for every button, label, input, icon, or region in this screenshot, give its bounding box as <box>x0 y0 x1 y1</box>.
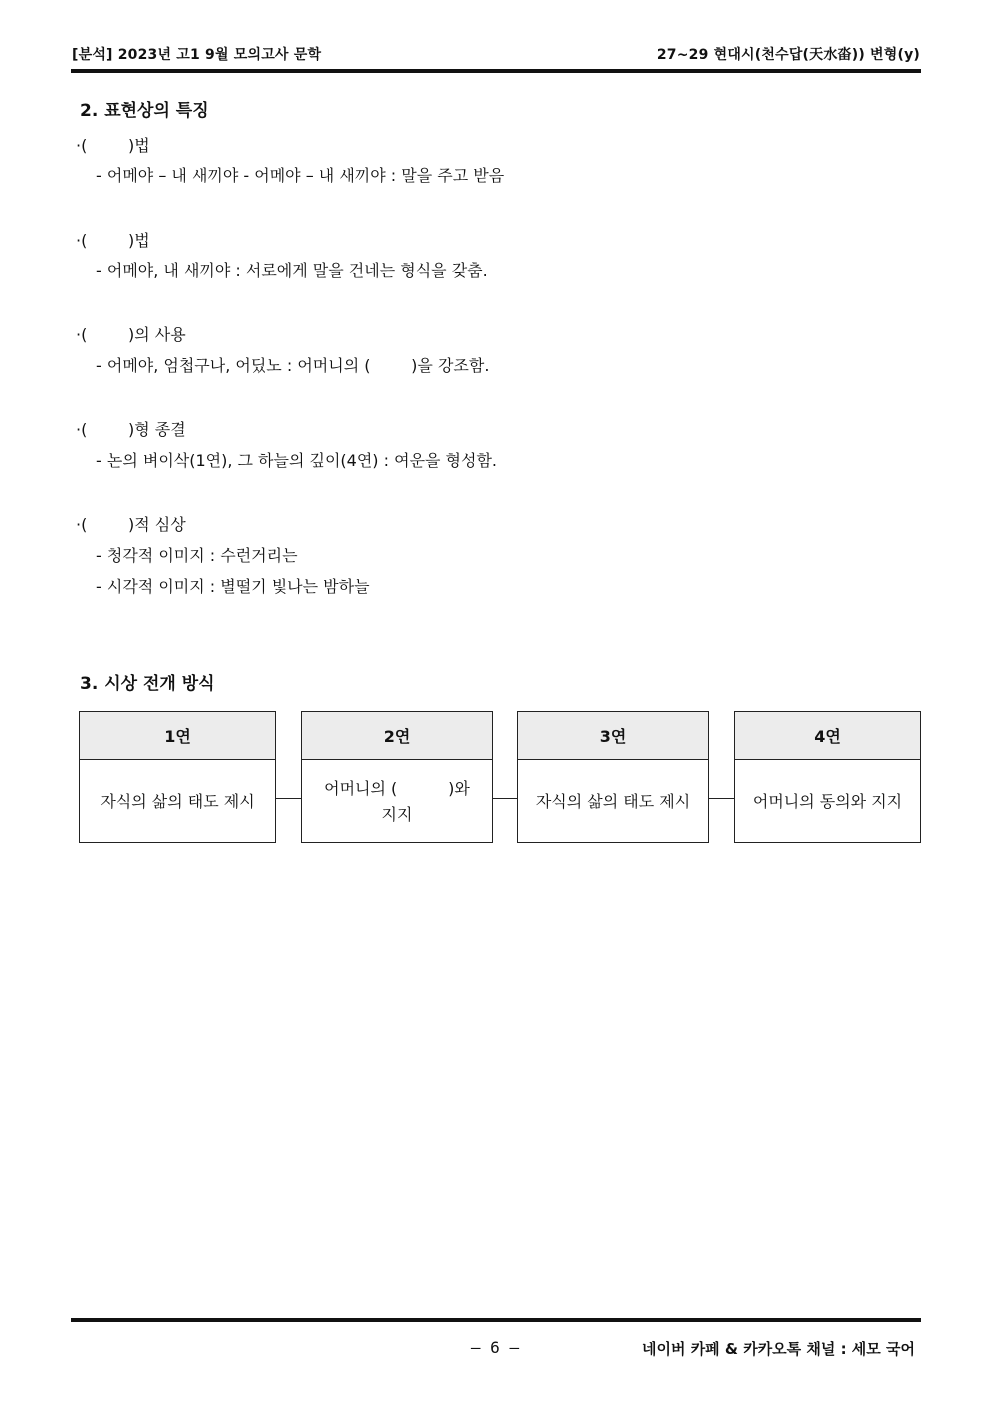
stanza-box-1-head: 1연 <box>80 712 275 760</box>
feature-detail-1: - 어메야 – 내 새끼야 - 어메야 – 내 새끼야 : 말을 주고 받음 <box>96 166 505 185</box>
footer-divider <box>71 1318 921 1322</box>
feature-bullet-1: ·( )법 <box>76 136 150 155</box>
stanza-box-1-body: 자식의 삶의 태도 제시 <box>100 791 255 811</box>
connector-2-3 <box>493 798 517 799</box>
stanza-box-1 <box>79 711 276 843</box>
stanza-box-2-body: 어머니의 ( )와 지지 <box>324 778 475 824</box>
section-3-title: 3. 시상 전개 방식 <box>80 674 215 694</box>
feature-bullet-3: ·( )의 사용 <box>76 325 186 344</box>
feature-bullet-4: ·( )형 종결 <box>76 420 186 439</box>
feature-bullet-2: ·( )법 <box>76 231 150 250</box>
feature-detail-2: - 어메야, 내 새끼야 : 서로에게 말을 건네는 형식을 갖춤. <box>96 261 488 280</box>
stanza-box-3-head: 3연 <box>518 712 708 760</box>
stanza-box-4-body: 어머니의 동의와 지지 <box>752 791 903 811</box>
header-title: [분석] 2023년 고1 9월 모의고사 문학 <box>72 47 322 63</box>
stanza-box-2-head: 2연 <box>302 712 492 760</box>
header-divider <box>71 69 921 73</box>
feature-bullet-5: ·( )적 심상 <box>76 515 186 534</box>
feature-detail-5b: - 시각적 이미지 : 별떨기 빛나는 밤하늘 <box>96 577 370 596</box>
stanza-box-4 <box>734 711 921 843</box>
stanza-box-3 <box>517 711 709 843</box>
feature-detail-3: - 어메야, 엄첩구나, 어딨노 : 어머니의 ( )을 강조함. <box>96 356 490 375</box>
feature-detail-5a: - 청각적 이미지 : 수런거리는 <box>96 546 298 565</box>
stanza-box-4-head: 4연 <box>735 712 920 760</box>
connector-1-2 <box>276 798 301 799</box>
stanza-box-2 <box>301 711 493 843</box>
section-2-title: 2. 표현상의 특징 <box>80 101 209 121</box>
page-number: – 6 – <box>470 1338 520 1357</box>
feature-detail-4: - 논의 벼이삭(1연), 그 하늘의 깊이(4연) : 여운을 형성함. <box>96 451 498 470</box>
connector-3-4 <box>709 798 734 799</box>
footer-credit: 네이버 카페 & 카카오톡 채널 : 세모 국어 <box>642 1340 915 1358</box>
header-subtitle: 27~29 현대시(천수답(天水畓)) 변형(y) <box>656 47 920 63</box>
stanza-box-3-body: 자식의 삶의 태도 제시 <box>535 791 691 811</box>
